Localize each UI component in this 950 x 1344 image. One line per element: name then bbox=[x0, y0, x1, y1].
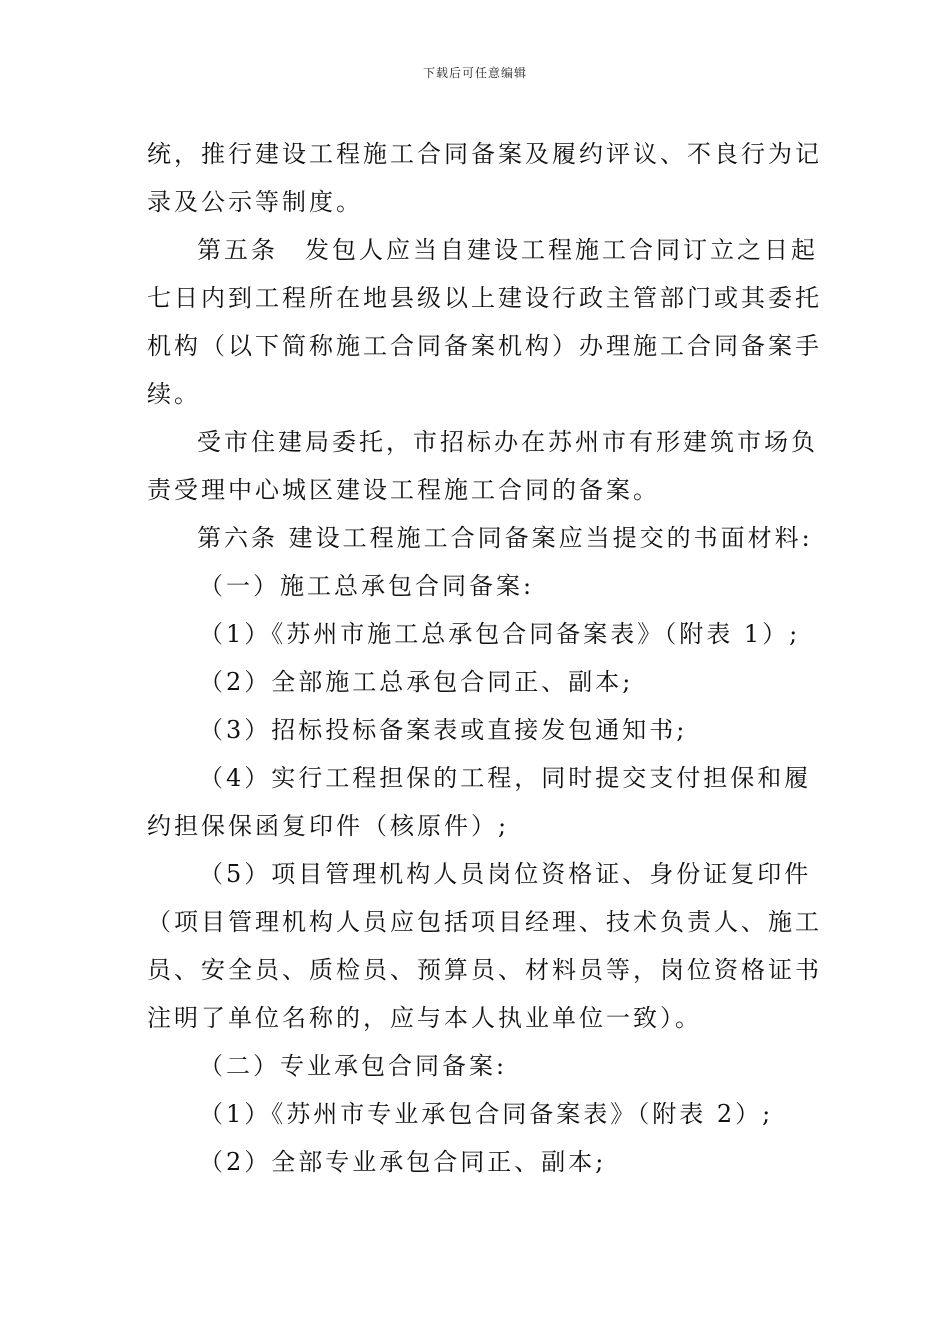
text-line: 注明了单位名称的，应与本人执业单位一致）。 bbox=[147, 1004, 702, 1032]
text-line: 录及公示等制度。 bbox=[147, 188, 363, 216]
list-item-line: （1）《苏州市专业承包合同备案表》（附表 2）; bbox=[199, 1100, 774, 1128]
list-item-line: （3）招标投标备案表或直接发包通知书; bbox=[199, 716, 688, 744]
text-line: 统，推行建设工程施工合同备案及履约评议、不良行为记 bbox=[147, 140, 822, 168]
page-header: 下载后可任意编辑 bbox=[422, 66, 527, 80]
section-heading-line: （二）专业承包合同备案: bbox=[199, 1052, 508, 1080]
text-line: 机构（以下简称施工合同备案机构）办理施工合同备案手 bbox=[147, 332, 822, 360]
text-line: 员、安全员、质检员、预算员、材料员等，岗位资格证书 bbox=[147, 956, 822, 984]
list-item-line: （4）实行工程担保的工程，同时提交支付担保和履 bbox=[199, 764, 812, 792]
list-item-line: （2）全部专业承包合同正、副本; bbox=[199, 1148, 607, 1176]
section-heading-line: （一）施工总承包合同备案: bbox=[199, 572, 535, 600]
text-line: 责受理中心城区建设工程施工合同的备案。 bbox=[147, 476, 660, 504]
text-line: （项目管理机构人员应包括项目经理、技术负责人、施工 bbox=[147, 908, 822, 936]
list-item-line: （1）《苏州市施工总承包合同备案表》（附表 1）; bbox=[199, 620, 801, 648]
text-line: 约担保保函复印件（核原件）; bbox=[147, 812, 510, 840]
list-item-line: （5）项目管理机构人员岗位资格证、身份证复印件 bbox=[199, 860, 812, 888]
article-six-line: 第六条 建设工程施工合同备案应当提交的书面材料: bbox=[197, 524, 813, 552]
article-five-line: 第五条 发包人应当自建设工程施工合同订立之日起 bbox=[197, 236, 818, 264]
text-line: 七日内到工程所在地县级以上建设行政主管部门或其委托 bbox=[147, 284, 822, 312]
paragraph-line: 受市住建局委托，市招标办在苏州市有形建筑市场负 bbox=[197, 428, 818, 456]
list-item-line: （2）全部施工总承包合同正、副本; bbox=[199, 668, 634, 696]
document-body bbox=[147, 130, 827, 1186]
text-line: 续。 bbox=[147, 380, 201, 408]
